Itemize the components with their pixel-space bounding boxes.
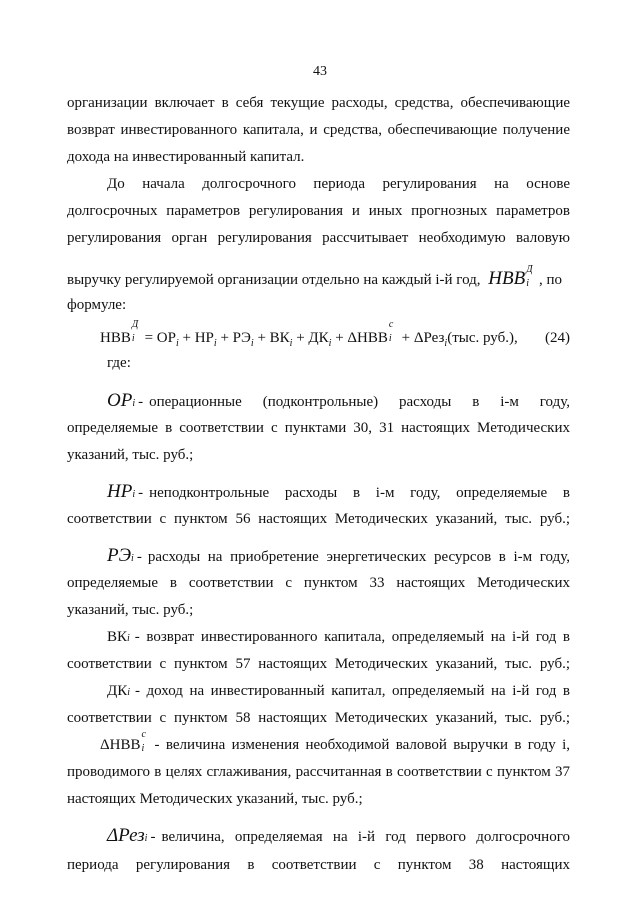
text-line: указаний, тыс. руб.;	[67, 447, 194, 463]
definition-dk	[107, 682, 570, 702]
subscript: i	[328, 338, 332, 349]
superscript: Д	[526, 264, 533, 275]
definition-nr	[107, 483, 570, 504]
dnvv-symbol: ΔНВВ	[100, 737, 141, 753]
text-line: До начала долгосрочного периода регулирования на основе	[107, 176, 570, 192]
subscript: i	[213, 338, 217, 349]
text-line: регулирования орган регулирования рассчитывает необходимую валовую	[67, 230, 570, 246]
text-line: соответствии с пунктом 57 настоящих Методических указаний, тыс. руб.;	[67, 656, 570, 672]
text-fragment: - величина изменения необходимой валовой выручки в году i,	[154, 737, 570, 753]
text-fragment: расходы на приобретение энергетических ресурсов в i-м году,	[147, 549, 570, 565]
text-line: организации включает в себя текущие расходы, средства, обеспечивающие	[67, 95, 570, 111]
formula-term: + РЭ	[220, 330, 251, 346]
dk-symbol: ДК	[107, 683, 128, 699]
subscript: i	[526, 278, 530, 289]
or-symbol: ОР	[107, 390, 133, 411]
superscript: Д	[131, 319, 139, 330]
text-fragment: , по	[538, 272, 563, 288]
dash: -	[150, 829, 156, 845]
subscript: i	[132, 489, 136, 500]
subscript: i	[175, 338, 179, 349]
dash: -	[138, 394, 144, 410]
text-line: определяемые в соответствии с пунктами 30, 31 настоящих Методических	[67, 420, 570, 436]
text-line: дохода на инвестированный капитал.	[67, 149, 305, 165]
text-line: проводимого в целях сглаживания, рассчитанная в соответствии с пунктом 37	[67, 764, 570, 780]
subscript: i	[132, 398, 136, 409]
text-line	[67, 264, 570, 289]
page-number: 43	[313, 64, 327, 79]
nr-symbol: НР	[107, 481, 133, 502]
subscript: i	[289, 338, 293, 349]
definition-dnvv	[100, 729, 570, 754]
formula-lhs: НВВ	[100, 330, 131, 346]
formula-unit: (тыс. руб.),	[447, 330, 518, 346]
dash: -	[138, 485, 144, 501]
nvv-symbol: НВВ	[488, 268, 526, 289]
definition-vk	[107, 628, 570, 648]
vk-symbol: ВК	[107, 629, 128, 645]
definition-drez	[107, 827, 570, 848]
definition-or	[107, 392, 570, 413]
subscript: i	[388, 333, 392, 344]
text-fragment: - доход на инвестированный капитал, определяемый на i-й год в	[135, 683, 570, 699]
text-line: указаний, тыс. руб.;	[67, 602, 194, 618]
nvv-indices	[525, 264, 535, 289]
superscript: с	[141, 729, 146, 740]
text-fragment: - возврат инвестированного капитала, определяемый на i-й год в	[134, 629, 570, 645]
formula-24	[100, 319, 570, 349]
where-label: где:	[107, 355, 131, 371]
formula-term: + ВК	[257, 330, 290, 346]
subscript: i	[127, 687, 131, 698]
text-fragment: величина, определяемая на i-й год первого долгосрочного	[161, 829, 570, 845]
subscript: i	[444, 338, 448, 349]
text-line: долгосрочных параметров регулирования и иных прогнозных параметров	[67, 203, 570, 219]
superscript: с	[388, 319, 394, 330]
subscript: i	[127, 633, 130, 644]
formula-term: = ОР	[144, 330, 176, 346]
formula-term: + НР	[182, 330, 214, 346]
re-symbol: РЭ	[107, 545, 132, 566]
subscript: i	[144, 833, 148, 844]
formula-term: + ΔНВВ	[335, 330, 388, 346]
text-line: определяемые в соответствии с пунктом 33 настоящих Методических	[67, 575, 570, 591]
subscript: i	[250, 338, 254, 349]
text-fragment: операционные (подконтрольные) расходы в i-м году,	[149, 394, 570, 410]
definition-re	[107, 547, 570, 568]
text-line: формуле:	[67, 297, 127, 313]
drez-symbol: ΔРез	[107, 825, 145, 846]
text-line: настоящих Методических указаний, тыс. руб.;	[67, 791, 363, 807]
formula-number: (24)	[545, 330, 570, 346]
subscript: i	[131, 333, 135, 344]
formula-term: + ДК	[296, 330, 329, 346]
text-line: соответствии с пунктом 58 настоящих Методических указаний, тыс. руб.;	[67, 710, 570, 726]
text-line: периода регулирования в соответствии с пунктом 38 настоящих	[67, 857, 570, 873]
dash: -	[136, 549, 142, 565]
subscript: i	[141, 743, 145, 754]
text-fragment: неподконтрольные расходы в i-м году, определяемые в	[149, 485, 570, 501]
subscript: i	[131, 553, 134, 564]
text-fragment: выручку регулируемой организации отдельно на каждый i-й год,	[67, 272, 481, 288]
text-line: возврат инвестированного капитала, и средства, обеспечивающие получение	[67, 122, 570, 138]
formula-term: + ΔРез	[401, 330, 445, 346]
text-line: соответствии с пунктом 56 настоящих Методических указаний, тыс. руб.;	[67, 511, 570, 527]
